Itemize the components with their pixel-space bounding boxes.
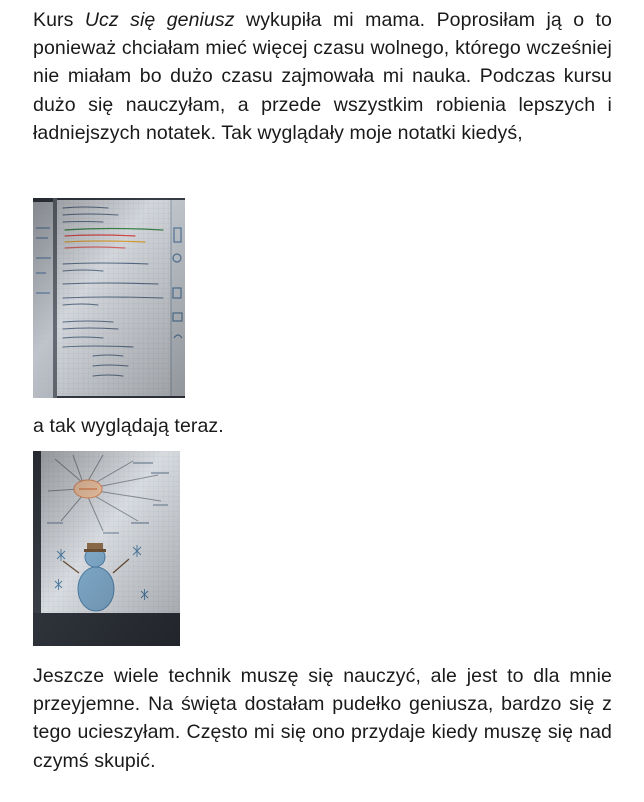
course-name: Ucz się geniusz [84,9,235,31]
old-notes-image [33,198,185,398]
intro-text-start: Kurs [33,9,85,31]
intro-text-rest: wykupiła mi mama. Poprosiłam ją o to ponieważ chciałam mieć więcej czasu wolnego, którego wcześniej nie miałam bo dużo czasu zajmowała mi nauka. Podczas kursu dużo się nauczyłam, a przede wszystkim robienia lepszych i ładniejszych notatek. Tak wyglądały moje notatki kiedyś, [33,9,613,144]
document-page [33,6,613,772]
old-notes-photo [33,198,185,398]
new-notes-photo [33,451,180,646]
new-notes-image [33,451,180,646]
closing-paragraph: Jeszcze wiele technik muszę się nauczyć, ale jest to dla mnie przeyjemne. Na święta dostałam pudełko geniusza, bardzo się z tego ucieszyłam. Często mi się ono przydaje kiedy muszę się nad czymś skupić. [33,665,612,772]
intro-paragraph [33,6,612,147]
transition-paragraph: a tak wyglądają teraz. [33,415,224,437]
